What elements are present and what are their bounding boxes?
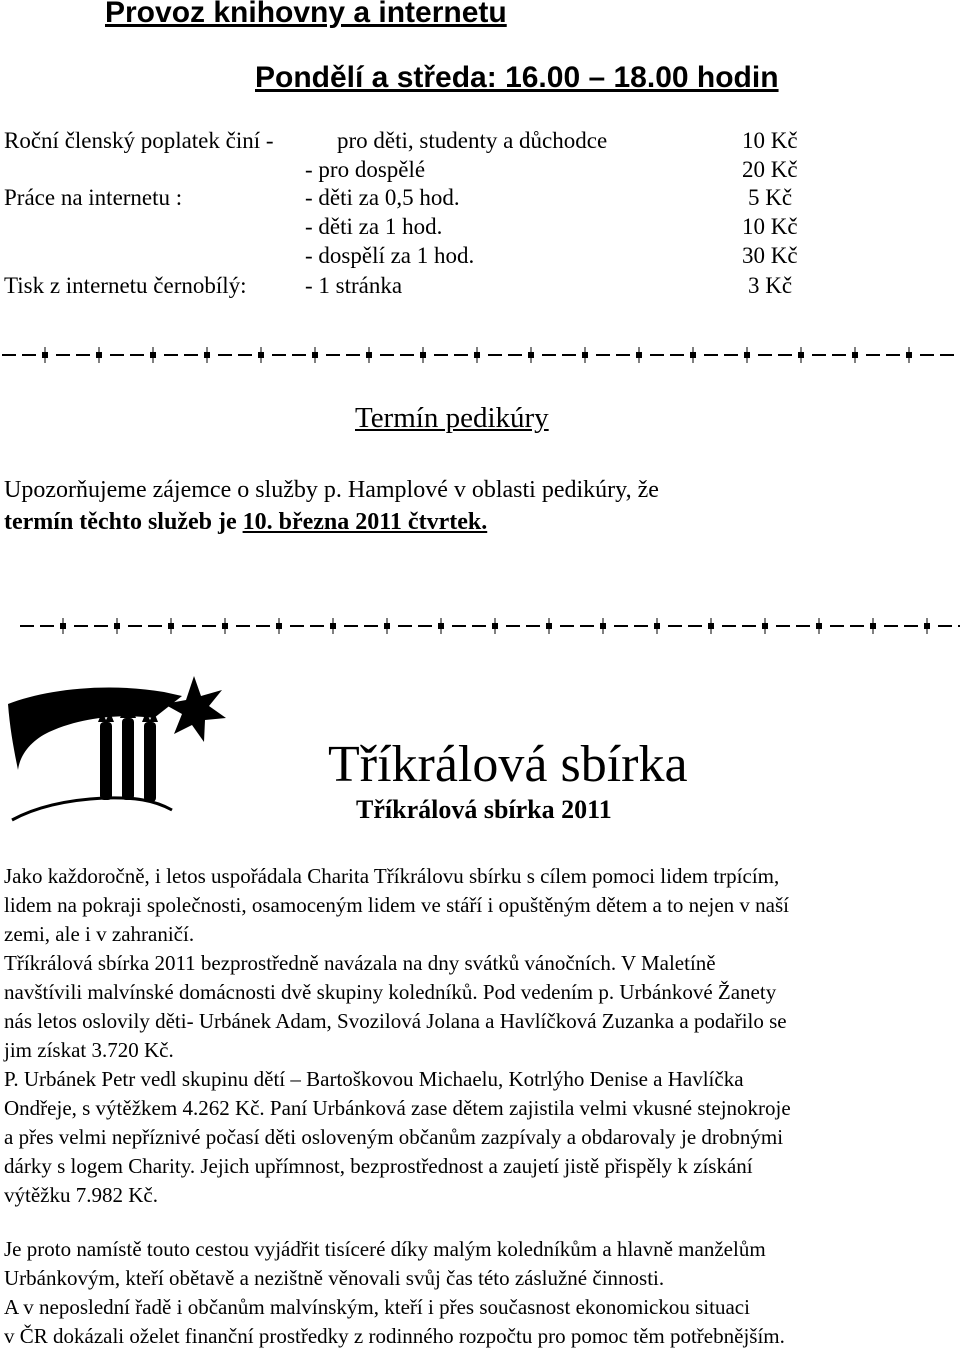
body-line: lidem na pokraji společnosti, osamoceným lidem ve stáří i opuštěným dětem a to nejen v naší bbox=[4, 893, 789, 917]
three-kings-logo bbox=[4, 670, 234, 835]
body-line: navštívili malvínské domácnosti dvě skupiny koledníků. Pod vedením p. Urbánkové Žanety bbox=[4, 980, 777, 1004]
fee-label: Práce na internetu : bbox=[4, 185, 183, 210]
fee-label: Roční členský poplatek činí - bbox=[4, 128, 274, 153]
opening-hours: Pondělí a středa: 16.00 – 18.00 hodin bbox=[255, 61, 779, 94]
thanks-paragraph bbox=[4, 1235, 785, 1351]
body-line: P. Urbánek Petr vedl skupinu dětí – Bartoškovou Michaelu, Kotrlýho Denise a Havlíčka bbox=[4, 1067, 744, 1091]
fee-item: - děti za 1 hod. bbox=[305, 214, 443, 239]
library-heading: Provoz knihovny a internetu bbox=[105, 0, 507, 29]
pedicure-notice: Upozorňujeme zájemce o služby p. Hamplové v oblasti pedikúry, že bbox=[4, 477, 659, 503]
fee-price: 30 Kč bbox=[742, 243, 798, 268]
collection-body bbox=[4, 862, 791, 1210]
fee-label: Tisk z internetu černobílý: bbox=[4, 273, 247, 298]
fee-item: - děti za 0,5 hod. bbox=[305, 185, 460, 210]
pedicure-date-line bbox=[4, 509, 487, 536]
fee-price: 20 Kč bbox=[742, 157, 798, 182]
fee-price: 10 Kč bbox=[742, 214, 798, 239]
body-line: nás letos oslovily děti- Urbánek Adam, Svozilová Jolana a Havlíčková Zuzanka a podařilo se bbox=[4, 1009, 787, 1033]
fee-item: - pro dospělé bbox=[305, 157, 426, 182]
thanks-line: v ČR dokázali oželet finanční prostředky z rodinného rozpočtu pro pomoc těm potřebnějším. bbox=[4, 1324, 785, 1348]
thanks-line: Je proto namístě touto cestou vyjádřit tisíceré díky malým koledníkům a hlavně manželům bbox=[4, 1237, 766, 1261]
body-line: a přes velmi nepříznivé počasí děti osloveným občanům zazpívaly a obdarovaly je drobnými bbox=[4, 1125, 784, 1149]
body-line: Tříkrálová sbírka 2011 bezprostředně navázala na dny svátků vánočních. V Maletíně bbox=[4, 951, 716, 975]
pedicure-date: 10. března 2011 čtvrtek. bbox=[242, 509, 488, 535]
body-line: zemi, ale i v zahraničí. bbox=[4, 922, 195, 946]
fee-item: pro děti, studenty a důchodce bbox=[337, 128, 608, 153]
fee-price: 5 Kč bbox=[748, 185, 793, 210]
pedicure-heading: Termín pedikúry bbox=[355, 402, 549, 434]
body-line: Ondřeje, s výtěžkem 4.262 Kč. Paní Urbánková zase dětem zajistila velmi vkusné stejnokroje bbox=[4, 1096, 791, 1120]
fee-item: - 1 stránka bbox=[305, 273, 403, 298]
dashed-divider bbox=[18, 616, 960, 636]
collection-title: Tříkrálová sbírka bbox=[328, 736, 688, 793]
body-line: výtěžku 7.982 Kč. bbox=[4, 1183, 158, 1207]
pedicure-date-prefix: termín těchto služeb je bbox=[4, 509, 243, 535]
fee-price: 10 Kč bbox=[742, 128, 798, 153]
dashed-divider bbox=[0, 345, 960, 365]
body-line: dárky s logem Charity. Jejich upřímnost, bezprostřednost a zaujetí jistě přispěly k získání bbox=[4, 1154, 753, 1178]
collection-subtitle: Tříkrálová sbírka 2011 bbox=[356, 795, 612, 824]
body-line: Jako každoročně, i letos uspořádala Charita Tříkrálovu sbírku s cílem pomoci lidem trpícím, bbox=[4, 864, 780, 888]
thanks-line: A v neposlední řadě i občanům malvínským, kteří i přes současnost ekonomickou situaci bbox=[4, 1295, 750, 1319]
thanks-line: Urbánkovým, kteří obětavě a nezištně věnovali svůj čas této záslužné činnosti. bbox=[4, 1266, 665, 1290]
fee-price: 3 Kč bbox=[748, 273, 793, 298]
fee-item: - dospělí za 1 hod. bbox=[305, 243, 475, 268]
body-line: jim získat 3.720 Kč. bbox=[4, 1038, 174, 1062]
